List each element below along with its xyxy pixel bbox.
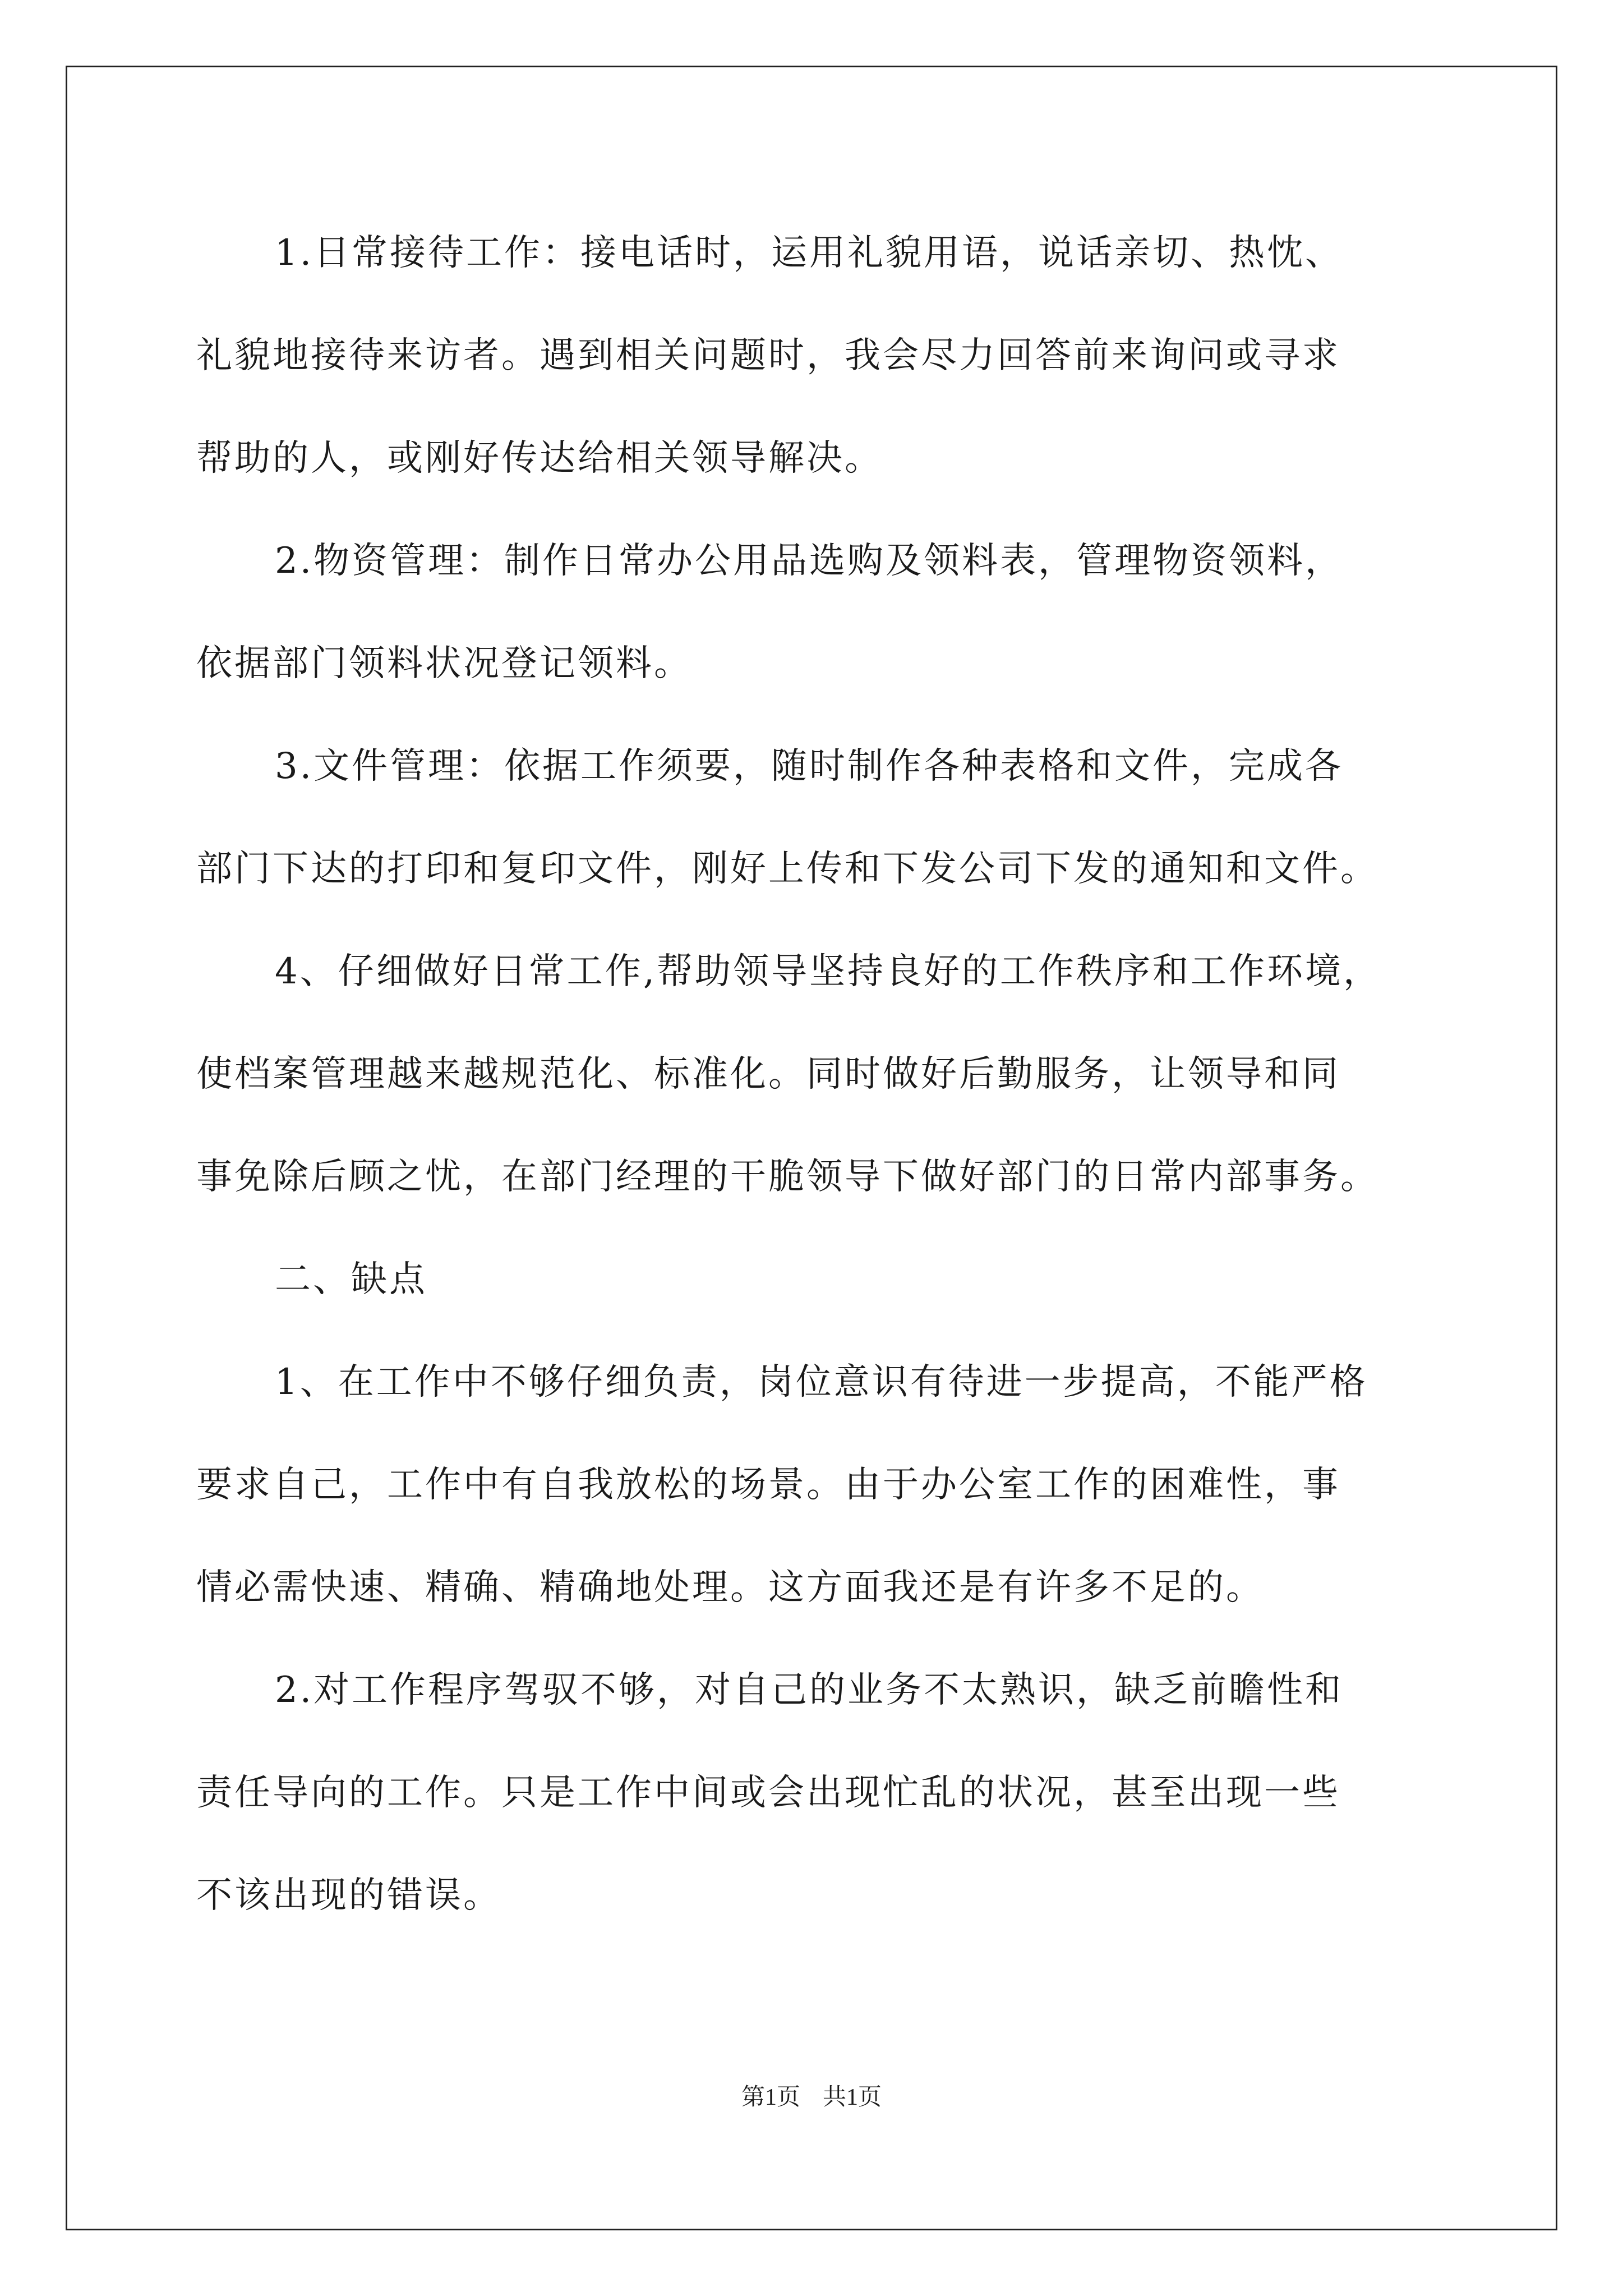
section-heading-shortcomings <box>196 1228 1441 1331</box>
paragraph-line: 3.文件管理：依据工作须要，随时制作各种表格和文件，完成各 <box>275 746 1344 787</box>
document-body <box>196 202 1441 1947</box>
paragraph-line: 礼貌地接待来访者。遇到相关问题时，我会尽力回答前来询问或寻求 <box>196 335 1340 376</box>
paragraph-line: 责任导向的工作。只是工作中间或会出现忙乱的状况，甚至出现一些 <box>196 1772 1340 1814</box>
paragraph-line: 1、在工作中不够仔细负责，岗位意识有待进一步提高，不能严格 <box>275 1361 1368 1403</box>
paragraph-line: 依据部门领料状况登记领料。 <box>196 643 692 684</box>
paragraph-line: 1.日常接待工作：接电话时，运用礼貌用语，说话亲切、热忱、 <box>275 232 1344 274</box>
paragraph-daily-work <box>196 921 1441 1228</box>
paragraph-line: 2.物资管理：制作日常办公用品选购及领料表，管理物资领料， <box>275 540 1344 582</box>
page-total: 共1页 <box>823 2085 882 2110</box>
paragraph-shortcoming-2 <box>196 1639 1441 1947</box>
paragraph-daily-reception <box>196 202 1441 510</box>
paragraph-shortcoming-1 <box>196 1331 1441 1639</box>
paragraph-line: 事免除后顾之忧，在部门经理的干脆领导下做好部门的日常内部事务。 <box>196 1156 1378 1198</box>
paragraph-line: 要求自己，工作中有自我放松的场景。由于办公室工作的困难性，事 <box>196 1464 1340 1506</box>
section-heading: 二、缺点 <box>275 1259 427 1300</box>
paragraph-line: 帮助的人，或刚好传达给相关领导解决。 <box>196 438 883 479</box>
paragraph-line: 2.对工作程序驾驭不够，对自己的业务不太熟识，缺乏前瞻性和 <box>275 1669 1344 1711</box>
paragraph-line: 情必需快速、精确、精确地处理。这方面我还是有许多不足的。 <box>196 1567 1264 1608</box>
paragraph-line: 部门下达的打印和复印文件，刚好上传和下发公司下发的通知和文件。 <box>196 848 1378 890</box>
page-number: 第1页 <box>741 2085 800 2110</box>
page-footer <box>0 2078 1623 2112</box>
paragraph-document-management <box>196 715 1441 921</box>
paragraph-line: 4、仔细做好日常工作,帮助领导坚持良好的工作秩序和工作环境， <box>275 951 1382 992</box>
paragraph-supplies-management <box>196 510 1441 715</box>
paragraph-line: 使档案管理越来越规范化、标准化。同时做好后勤服务，让领导和同 <box>196 1053 1340 1095</box>
paragraph-line: 不该出现的错误。 <box>196 1875 501 1916</box>
